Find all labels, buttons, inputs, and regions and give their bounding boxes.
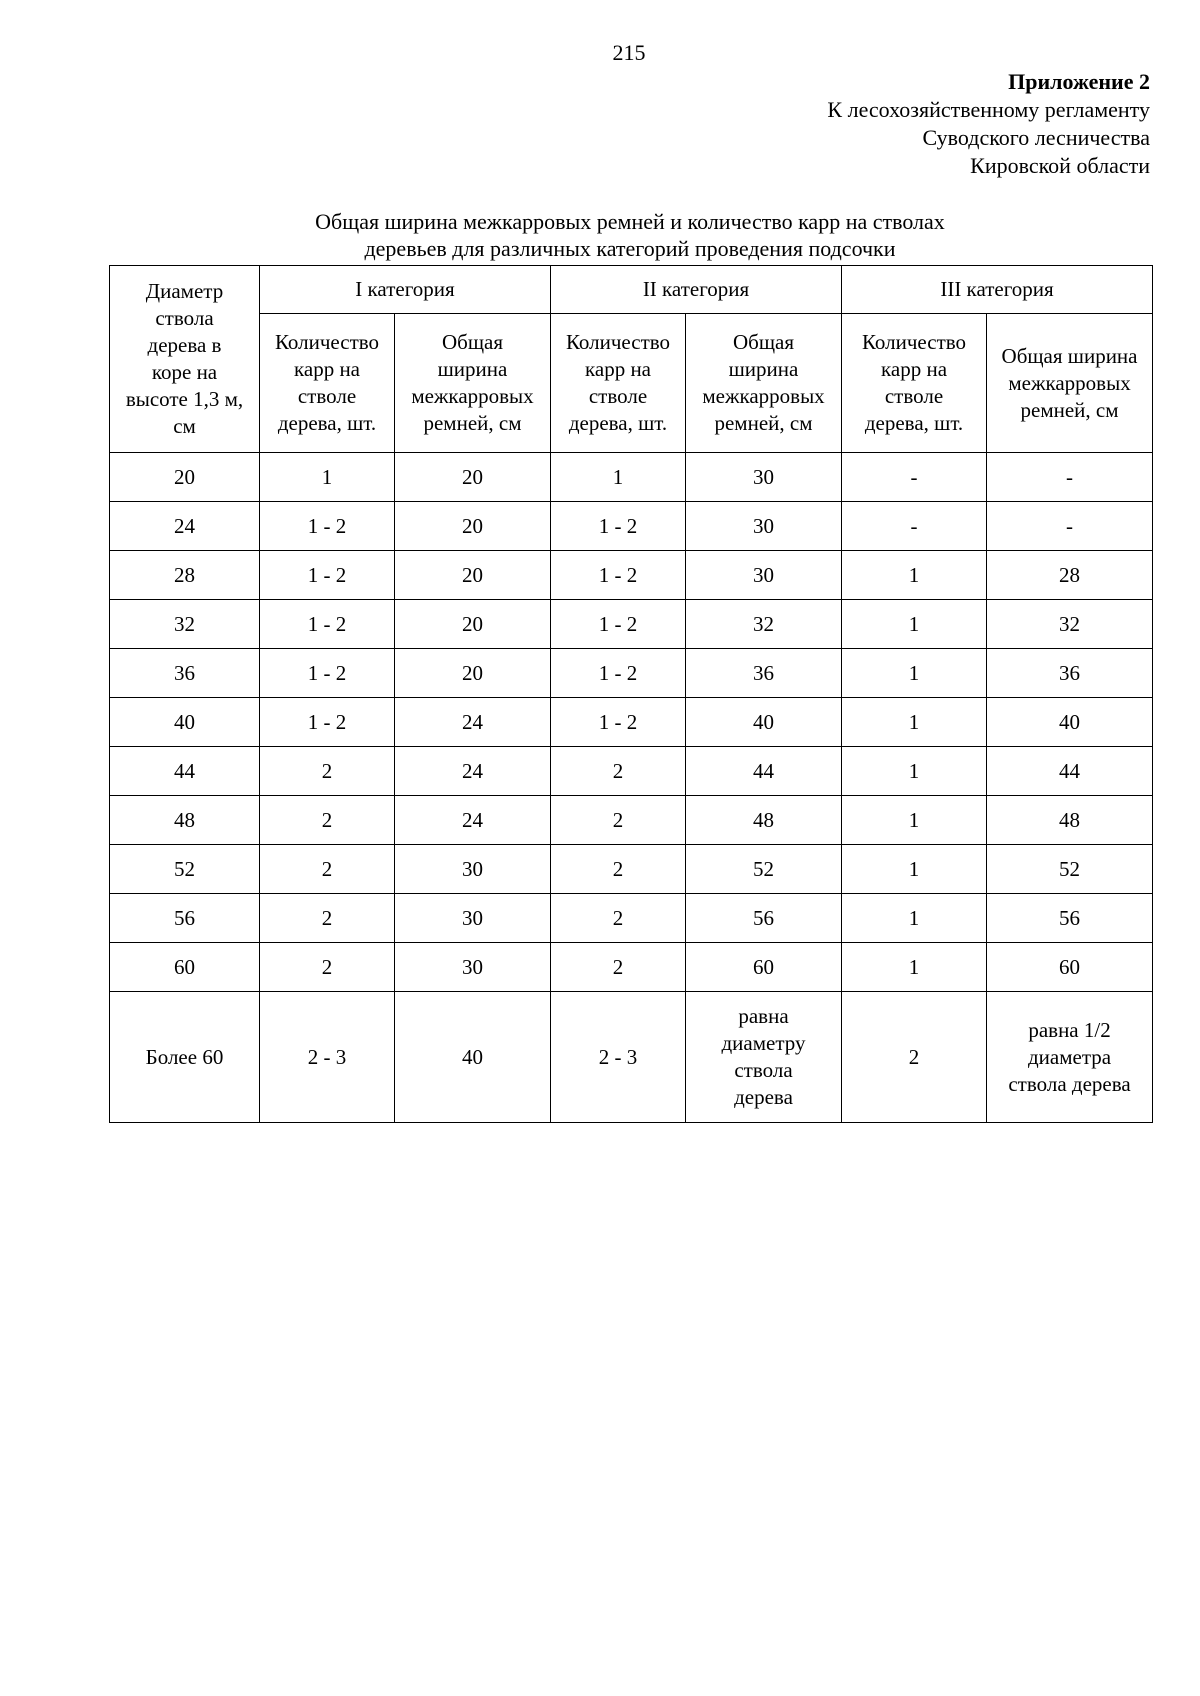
table-cell: 1 xyxy=(551,453,686,502)
table-cell: 20 xyxy=(395,502,551,551)
table-cell: 44 xyxy=(686,747,842,796)
sub-header-line: стволе xyxy=(297,384,357,408)
sub-header-line: ширина xyxy=(437,357,508,381)
table-cell: 1 - 2 xyxy=(551,551,686,600)
table-cell: 1 - 2 xyxy=(260,698,395,747)
table-cell: - xyxy=(987,453,1153,502)
sub-header-line: межкарровых xyxy=(411,384,534,408)
table-cell: 32 xyxy=(987,600,1153,649)
tapping-table xyxy=(109,265,1153,1123)
page-number: 215 xyxy=(612,40,646,65)
diameter-cell: 60 xyxy=(110,943,260,992)
table-cell: 30 xyxy=(686,502,842,551)
table-row xyxy=(110,453,1153,502)
table-cell: 30 xyxy=(395,943,551,992)
table-title-line: Общая ширина межкарровых ремней и количество карр на стволах xyxy=(315,209,945,234)
table-row xyxy=(110,649,1153,698)
sub-header-line: стволе xyxy=(884,384,944,408)
table-cell: 1 xyxy=(842,600,987,649)
diameter-cell: 32 xyxy=(110,600,260,649)
diameter-cell: 40 xyxy=(110,698,260,747)
cell-line: Более 60 xyxy=(145,1044,224,1069)
table-cell xyxy=(260,992,395,1123)
cell-line: ствола xyxy=(734,1058,793,1082)
table-cell: 40 xyxy=(987,698,1153,747)
table-cell: 2 xyxy=(551,747,686,796)
diameter-cell xyxy=(110,992,260,1123)
cell-line: 2 - 3 xyxy=(598,1044,638,1069)
cell-line: равна xyxy=(738,1004,789,1028)
diameter-header-line: Диаметр xyxy=(145,279,224,303)
sub-header-line: межкарровых xyxy=(1008,370,1131,395)
appendix-line: К лесохозяйственному регламенту xyxy=(827,97,1150,122)
table-cell: 1 - 2 xyxy=(551,698,686,747)
diameter-cell: 24 xyxy=(110,502,260,551)
table-cell: 52 xyxy=(686,845,842,894)
table-row xyxy=(110,992,1153,1123)
sub-header-line: Общая ширина xyxy=(1001,343,1138,368)
cell-line: 2 - 3 xyxy=(307,1044,347,1069)
appendix-header xyxy=(450,68,1150,180)
table-cell: 56 xyxy=(987,894,1153,943)
table-cell xyxy=(987,992,1153,1123)
table-cell: 20 xyxy=(395,453,551,502)
diameter-cell: 52 xyxy=(110,845,260,894)
appendix-line: Суводского лесничества xyxy=(922,125,1150,150)
diameter-cell: 44 xyxy=(110,747,260,796)
table-cell: 1 xyxy=(842,551,987,600)
table-cell: 30 xyxy=(686,453,842,502)
diameter-header-line: дерева в xyxy=(147,333,222,357)
table-cell: 48 xyxy=(686,796,842,845)
cell-line: 40 xyxy=(462,1044,483,1069)
sub-header-line: Общая xyxy=(733,330,795,354)
cell-line: 2 xyxy=(908,1044,920,1069)
table-cell: 30 xyxy=(395,894,551,943)
table-cell: 1 xyxy=(842,845,987,894)
table-cell: 24 xyxy=(395,796,551,845)
header-row xyxy=(110,266,1153,314)
table-title xyxy=(110,208,1150,262)
diameter-cell: 20 xyxy=(110,453,260,502)
table-cell: 2 xyxy=(551,894,686,943)
table-cell: 1 - 2 xyxy=(260,502,395,551)
sub-header-line: ремней, см xyxy=(1020,397,1119,422)
table-cell: 2 xyxy=(260,943,395,992)
category-2-header: II категория xyxy=(551,266,842,314)
table-cell: 30 xyxy=(686,551,842,600)
table-row xyxy=(110,502,1153,551)
sub-header-line: карр на xyxy=(293,357,360,381)
table-cell: 2 xyxy=(260,747,395,796)
category-1-header: I категория xyxy=(260,266,551,314)
table-cell xyxy=(395,992,551,1123)
cell-line: диаметру xyxy=(721,1031,806,1055)
sub-header-line: Количество xyxy=(565,330,671,354)
diameter-header-line: коре на xyxy=(151,360,218,384)
table-cell: 1 xyxy=(842,698,987,747)
table-cell: 2 xyxy=(260,894,395,943)
sub-header-line: дерева, шт. xyxy=(277,411,377,435)
count-header xyxy=(551,314,686,453)
table-row xyxy=(110,845,1153,894)
table-cell: 1 - 2 xyxy=(260,600,395,649)
table-cell: 2 xyxy=(551,845,686,894)
sub-header-line: ремней, см xyxy=(423,411,522,435)
table-cell: 40 xyxy=(686,698,842,747)
table-cell xyxy=(551,992,686,1123)
count-header xyxy=(260,314,395,453)
table-row xyxy=(110,698,1153,747)
sub-header-line: дерева, шт. xyxy=(568,411,668,435)
sub-header-line: межкарровых xyxy=(702,384,825,408)
table-cell: 60 xyxy=(987,943,1153,992)
diameter-cell: 56 xyxy=(110,894,260,943)
diameter-cell: 28 xyxy=(110,551,260,600)
table-cell: 1 - 2 xyxy=(551,502,686,551)
sub-header-line: Количество xyxy=(274,330,380,354)
category-3-header: III категория xyxy=(842,266,1153,314)
table-cell: 1 xyxy=(842,649,987,698)
table-cell: 36 xyxy=(987,649,1153,698)
table-cell: 1 xyxy=(842,796,987,845)
table-cell: - xyxy=(987,502,1153,551)
cell-line: равна 1/2 xyxy=(1028,1017,1111,1042)
diameter-header-line: см xyxy=(173,414,196,438)
cell-line: диаметра xyxy=(1027,1044,1112,1069)
diameter-cell: 36 xyxy=(110,649,260,698)
table-cell: 52 xyxy=(987,845,1153,894)
table-cell: 2 xyxy=(551,796,686,845)
diameter-header-line: высоте 1,3 м, xyxy=(125,387,244,411)
cell-line: ствола дерева xyxy=(1008,1071,1131,1096)
table-cell: 1 - 2 xyxy=(551,649,686,698)
width-header xyxy=(395,314,551,453)
sub-header-line: стволе xyxy=(588,384,648,408)
width-header xyxy=(686,314,842,453)
table-cell: 30 xyxy=(395,845,551,894)
table-cell xyxy=(686,992,842,1123)
table-cell: 24 xyxy=(395,747,551,796)
table-cell: 60 xyxy=(686,943,842,992)
table-cell: 28 xyxy=(987,551,1153,600)
table-cell: 1 xyxy=(842,943,987,992)
sub-header-line: дерева, шт. xyxy=(864,411,964,435)
table-cell: 1 - 2 xyxy=(551,600,686,649)
table-cell: 20 xyxy=(395,600,551,649)
appendix-heading: Приложение 2 xyxy=(1008,69,1150,94)
table-row xyxy=(110,894,1153,943)
table-cell xyxy=(842,992,987,1123)
appendix-line: Кировской области xyxy=(970,153,1150,178)
cell-line: дерева xyxy=(734,1085,793,1109)
table-cell: 32 xyxy=(686,600,842,649)
sub-header-line: ширина xyxy=(728,357,799,381)
diameter-header xyxy=(110,266,260,453)
sub-header-line: Общая xyxy=(441,330,503,354)
table-row xyxy=(110,943,1153,992)
sub-header-row xyxy=(110,314,1153,453)
table-cell: 1 - 2 xyxy=(260,551,395,600)
table-cell: 2 xyxy=(551,943,686,992)
table-cell: 1 - 2 xyxy=(260,649,395,698)
table-row xyxy=(110,747,1153,796)
table-cell: 2 xyxy=(260,796,395,845)
table-row xyxy=(110,600,1153,649)
count-header xyxy=(842,314,987,453)
table-cell: - xyxy=(842,453,987,502)
table-row xyxy=(110,796,1153,845)
width-header xyxy=(987,314,1153,453)
table-cell: 20 xyxy=(395,649,551,698)
table-row xyxy=(110,551,1153,600)
table-cell: 1 xyxy=(842,894,987,943)
table-cell: 2 xyxy=(260,845,395,894)
table-cell: 24 xyxy=(395,698,551,747)
sub-header-line: ремней, см xyxy=(714,411,813,435)
diameter-header-line: ствола xyxy=(155,306,214,330)
table-cell: - xyxy=(842,502,987,551)
table-cell: 56 xyxy=(686,894,842,943)
sub-header-line: Количество xyxy=(861,330,967,354)
table-cell: 1 xyxy=(260,453,395,502)
table-cell: 36 xyxy=(686,649,842,698)
table-cell: 20 xyxy=(395,551,551,600)
diameter-cell: 48 xyxy=(110,796,260,845)
table-cell: 1 xyxy=(842,747,987,796)
table-cell: 44 xyxy=(987,747,1153,796)
table-cell: 48 xyxy=(987,796,1153,845)
sub-header-line: карр на xyxy=(881,357,948,381)
sub-header-line: карр на xyxy=(584,357,651,381)
table-title-line: деревьев для различных категорий проведения подсочки xyxy=(364,236,896,261)
